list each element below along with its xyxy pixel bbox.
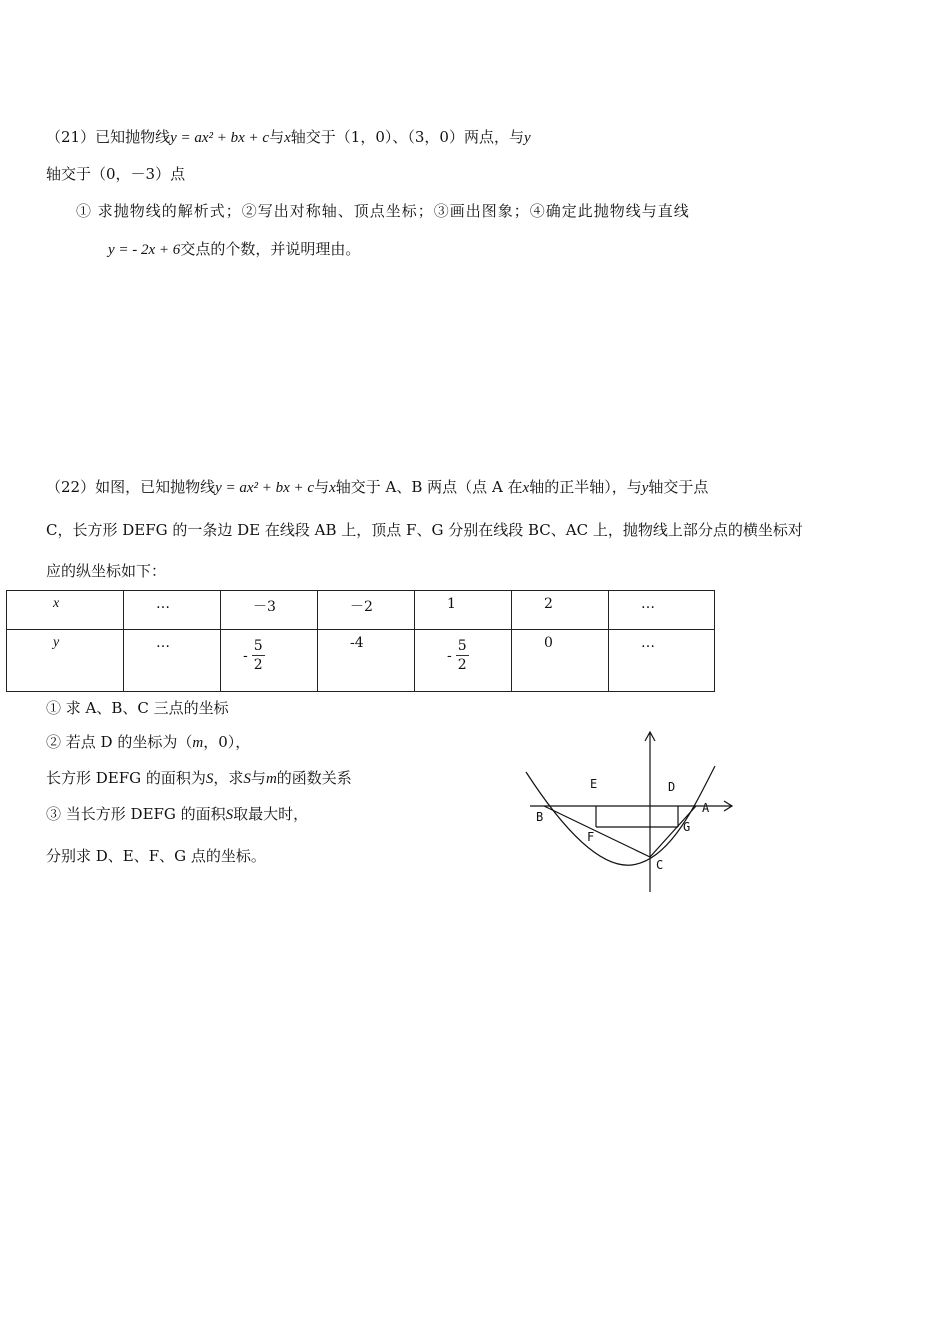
item2-text: ② 若点 D 的坐标为（: [46, 733, 193, 751]
item3-text-end: 取最大时，: [233, 805, 309, 823]
table-cell: [124, 630, 221, 692]
segment-bc: [544, 806, 650, 857]
table-cell: [609, 591, 715, 630]
table-cell: [512, 591, 609, 630]
table-cell-y6: …: [641, 635, 655, 651]
table-cell: [415, 630, 512, 692]
label-c: C: [656, 858, 664, 872]
s-variable: S: [225, 807, 234, 823]
q22-and: 与: [314, 478, 330, 496]
table-header-x: x: [53, 596, 60, 611]
q22-line1: [46, 476, 708, 497]
s-variable: S: [205, 771, 214, 787]
table-cell-x4: 1: [447, 596, 456, 612]
q22-x-variable-2: x: [522, 480, 530, 496]
label-g: G: [683, 820, 691, 834]
q21-line3: ① 求抛物线的解析式；②写出对称轴、顶点坐标；③画出图象；④确定此抛物线与直线: [76, 202, 690, 220]
q22-item2: [46, 731, 250, 752]
label-a: A: [702, 801, 710, 815]
fraction: [252, 637, 265, 674]
q22-line2: C，长方形 DEFG 的一条边 DE 在线段 AB 上，顶点 F、G 分别在线段 BC、AC 上，抛物线上部分点的横坐标对: [46, 521, 803, 539]
table-cell-x5: 2: [544, 596, 553, 612]
fraction: [456, 637, 469, 674]
q22-intersect-y: 轴交于点: [648, 478, 709, 496]
q21-line4-text: 交点的个数，并说明理由。: [180, 240, 361, 258]
q21-y-variable: y: [523, 130, 531, 146]
parabola-rectangle-figure: [500, 720, 760, 900]
table-header-y: y: [53, 635, 60, 650]
label-f: F: [587, 830, 595, 844]
s-variable: S: [243, 771, 251, 787]
item2-text-end: ，0），: [203, 733, 251, 751]
fraction-numerator: 5: [457, 638, 467, 654]
q22-positive-axis: 轴的正半轴），与: [529, 478, 642, 496]
table-cell: [7, 630, 124, 692]
item3-text: ③ 当长方形 DEFG 的面积: [46, 805, 226, 823]
q22-item2-cont: [46, 767, 352, 788]
table-cell: [124, 591, 221, 630]
table-cell: [318, 630, 415, 692]
table-cell-y2: [221, 635, 317, 674]
table-cell-y5: 0: [544, 635, 553, 651]
q21-and: 与: [269, 128, 285, 146]
m-variable: m: [265, 771, 277, 787]
fraction-denominator: 2: [457, 657, 467, 673]
label-b: B: [536, 810, 544, 824]
q21-x-variable: x: [284, 130, 291, 146]
table-cell-x3: －2: [350, 599, 373, 615]
table-cell: [512, 630, 609, 692]
and-text: 与: [250, 769, 266, 787]
label-e: E: [590, 777, 598, 791]
area-text: 长方形 DEFG 的面积为: [46, 769, 206, 787]
find-text: ，求: [213, 769, 244, 787]
table-cell-x6: …: [641, 596, 655, 612]
q21-line-equation: y = - 2x + 6: [108, 242, 181, 258]
q22-intersect-text: 轴交于 A、B 两点（点 A 在: [335, 478, 523, 496]
function-relation-text: 的函数关系: [276, 769, 352, 787]
q22-item3-cont: 分别求 D、E、F、G 点的坐标。: [46, 847, 266, 865]
table-cell: [318, 591, 415, 630]
fraction-numerator: 5: [253, 638, 263, 654]
table-cell-x1: …: [156, 596, 170, 612]
q22-parabola-equation: y = ax² + bx + c: [215, 480, 315, 496]
q22-intro: （22）如图，已知抛物线: [46, 478, 216, 496]
q22-x-variable: x: [329, 480, 336, 496]
table-cell-y4: [415, 635, 511, 674]
q21-line2: 轴交于（0，－3）点: [46, 165, 186, 183]
q22-y-variable: y: [641, 480, 649, 496]
table-cell-y3: -4: [350, 635, 364, 651]
table-row-x: [7, 591, 715, 630]
q21-line4: [108, 238, 360, 259]
m-variable: m: [192, 735, 204, 751]
table-cell-y1: …: [156, 635, 170, 651]
table-row-y: [7, 630, 715, 692]
table-cell: [415, 591, 512, 630]
fraction-denominator: 2: [253, 657, 263, 673]
q21-intersect-text: 轴交于（1，0）、（3，0）两点，与: [290, 128, 524, 146]
q21-line1: [46, 126, 531, 147]
label-d: D: [668, 780, 676, 794]
q22-line3: 应的纵坐标如下：: [46, 562, 167, 580]
q22-item3: [46, 803, 308, 824]
fraction-sign: -: [447, 647, 452, 664]
q21-intro: （21）已知抛物线: [46, 128, 171, 146]
q21-parabola-equation: y = ax² + bx + c: [170, 130, 270, 146]
table-cell: [221, 630, 318, 692]
fraction-sign: -: [243, 647, 248, 664]
table-cell: [7, 591, 124, 630]
value-table: [6, 590, 715, 692]
q22-item1: ① 求 A、B、C 三点的坐标: [46, 699, 229, 717]
table-cell: [609, 630, 715, 692]
table-cell: [221, 591, 318, 630]
table-cell-x2: －3: [253, 599, 276, 615]
